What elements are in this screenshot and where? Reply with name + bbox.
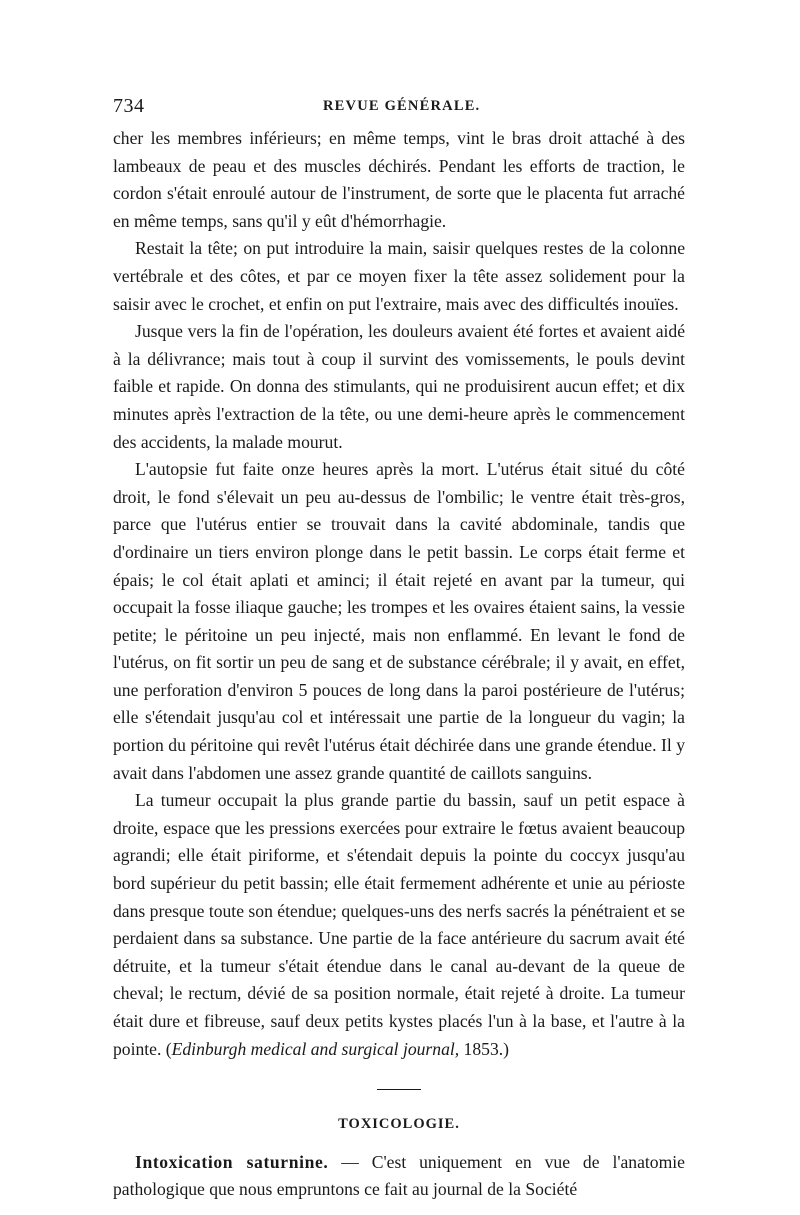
paragraph: Jusque vers la fin de l'opération, les douleurs avaient été fortes et avaient aidé à la délivrance; mais tout à coup il survint des vomissements, le pouls devint faible et rapide. On donna des stimulants, qui ne produisirent aucun effet; et dix minutes après l'extraction de la tête, ou une demi-heure après le commencement des accidents, la malade mourut. [113, 321, 685, 452]
running-title: REVUE GÉNÉRALE. [323, 98, 481, 114]
paragraph: cher les membres inférieurs; en même temps, vint le bras droit attaché à des lambeaux de peau et des muscles déchirés. Pendant les efforts de traction, le cordon s'était enroulé autour de l'instrument, de sorte que le placenta fut arraché en même temps, sans qu'il y eût d'hémorrhagie. [113, 128, 685, 231]
reference-open: ( [161, 1038, 172, 1059]
section-paragraph [113, 1149, 685, 1204]
reference-close: 1853.) [459, 1038, 509, 1059]
section-heading: TOXICOLOGIE. [338, 1116, 460, 1133]
body-text [113, 125, 685, 1204]
paragraph: Restait la tête; on put introduire la main, saisir quelques restes de la colonne vertébrale et des côtes, et par ce moyen fixer la tête assez solidement pour la saisir avec le crochet, et enfin on put l'extraire, mais avec des difficultés inouïes. [113, 238, 685, 314]
paragraph: L'autopsie fut faite onze heures après la mort. L'utérus était situé du côté droit, le fond s'élevait un peu au-dessus de l'ombilic; le ventre était très-gros, parce que l'utérus entier se trouvait dans la cavité abdominale, tandis que d'ordinaire un tiers environ plonge dans le petit bassin. Le corps était ferme et épais; le col était aplati et aminci; il était rejeté en avant par la tumeur, qui occupait la fosse iliaque gauche; les trompes et les ovaires étaient sains, la vessie petite; le péritoine un peu injecté, mais non enflammé. En levant le fond de l'utérus, on fit sortir un peu de sang et de substance cérébrale; il y avait, en effet, une perforation d'environ 5 pouces de long dans la paroi postérieure de l'utérus; elle s'étendait jusqu'au col et intéressait une partie de la longueur du vagin; la portion du péritoine qui revêt l'utérus était déchirée dans une grande étendue. Il y avait dans l'abdomen une assez grande quantité de caillots sanguins. [113, 459, 685, 783]
section-paragraph-text: — C'est uniquement en vue de l'anatomie pathologique que nous empruntons ce fait au journal de la Société [113, 1151, 685, 1200]
page-number: 734 [113, 95, 145, 117]
paragraph-text: La tumeur occupait la plus grande partie du bassin, sauf un petit espace à droite, espace que les pressions exercées pour extraire le fœtus avaient beaucoup agrandi; elle était piriforme, et s'étendait depuis la pointe du coccyx jusqu'au bord supérieur du petit bassin; elle était fermement adhérente et unie au périoste dans presque toute son étendue; quelques-uns des nerfs sacrés la pénétraient et se perdaient dans sa substance. Une partie de la face antérieure du sacrum avait été détruite, et la tumeur s'était étendue dans le canal au-devant de la queue de cheval; le rectum, dévié de sa position normale, était rejeté à droite. La tumeur était dure et fibreuse, sauf deux petits kystes placés l'un à la base, et l'autre à la pointe. [113, 790, 685, 1059]
book-page [113, 95, 685, 1204]
section-divider-rule [377, 1089, 421, 1090]
reference-journal-title: Edinburgh medical and surgical journal, [171, 1038, 460, 1059]
run-in-title: Intoxication saturnine. [135, 1151, 329, 1172]
running-head [113, 95, 685, 125]
paragraph-with-reference [113, 787, 685, 1063]
